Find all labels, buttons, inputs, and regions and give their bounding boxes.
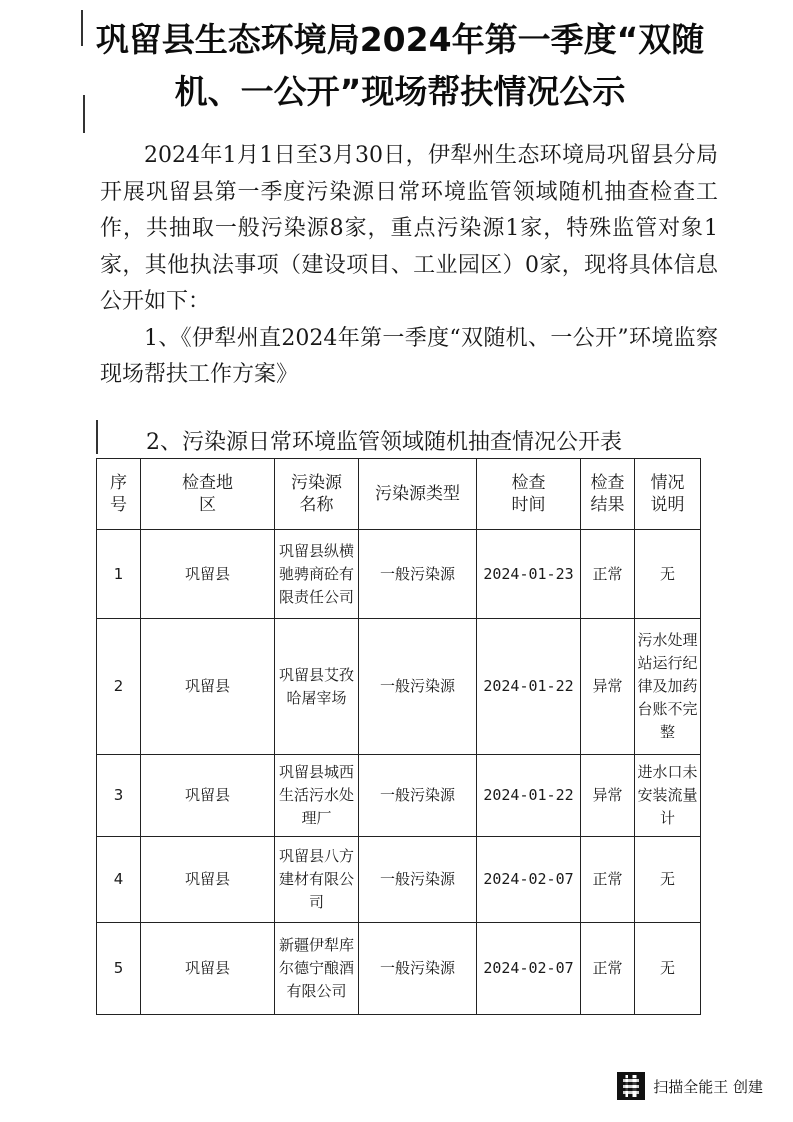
intro-paragraph: 2024年1月1日至3月30日，伊犁州生态环境局巩留县分局开展巩留县第一季度污染源日常环境监管领域随机抽查检查工作，共抽取一般污染源8家，重点污染源1家，特殊监管对象1家，其他执法事项（建设项目、工业园区）0家，现将具体信息公开如下： [100,143,718,314]
cell-name: 新疆伊犁库尔德宁酿酒有限公司 [275,923,359,1015]
cell-date: 2024-02-07 [477,923,581,1015]
cell-note: 无 [635,923,701,1015]
cell-name: 巩留县八方建材有限公司 [275,837,359,923]
cell-name: 巩留县纵横驰骋商砼有限责任公司 [275,530,359,619]
table-row [97,530,701,619]
cell-result: 异常 [581,619,635,755]
cell-area: 巩留县 [141,755,275,837]
margin-scan-mark-mid [83,95,85,133]
cell-note: 污水处理站运行纪律及加药台账不完整 [635,619,701,755]
cell-no: 5 [97,923,141,1015]
header-note: 情况说明 [635,459,701,530]
inspection-table [96,458,701,1015]
title-line-1: 巩留县生态环境局2024年第一季度“双随 [95,20,705,59]
cell-area: 巩留县 [141,923,275,1015]
attachment-item-1: 1、《伊犁州直2024年第一季度“双随机、一公开”环境监察现场帮扶工作方案》 [100,325,718,387]
cell-note: 无 [635,837,701,923]
cell-type: 一般污染源 [359,530,477,619]
cell-date: 2024-02-07 [477,837,581,923]
cell-area: 巩留县 [141,530,275,619]
table-row [97,837,701,923]
cell-note: 进水口未安装流量计 [635,755,701,837]
cell-name: 巩留县艾孜哈屠宰场 [275,619,359,755]
cell-date: 2024-01-23 [477,530,581,619]
title-line-2: 机、一公开”现场帮扶情况公示 [174,72,626,111]
cell-result: 异常 [581,755,635,837]
header-type: 污染源类型 [359,459,477,530]
table-row [97,755,701,837]
header-name: 污染源名称 [275,459,359,530]
table-row [97,619,701,755]
table-header-row [97,459,701,530]
cell-no: 3 [97,755,141,837]
header-area: 检查地区 [141,459,275,530]
cell-no: 2 [97,619,141,755]
cell-no: 1 [97,530,141,619]
table-row [97,923,701,1015]
cell-area: 巩留县 [141,619,275,755]
table-caption: 2、污染源日常环境监管领域随机抽查情况公开表 [146,430,622,455]
cell-type: 一般污染源 [359,619,477,755]
cell-date: 2024-01-22 [477,619,581,755]
header-date: 检查时间 [477,459,581,530]
margin-scan-mark-top [81,10,83,46]
cell-note: 无 [635,530,701,619]
scanner-label: 扫描全能王 创建 [653,1077,763,1096]
cell-type: 一般污染源 [359,755,477,837]
cell-no: 4 [97,837,141,923]
cell-type: 一般污染源 [359,923,477,1015]
cell-date: 2024-01-22 [477,755,581,837]
cell-type: 一般污染源 [359,837,477,923]
cell-area: 巩留县 [141,837,275,923]
qr-code-icon [617,1072,645,1100]
cell-result: 正常 [581,923,635,1015]
scanner-watermark [617,1072,763,1100]
header-result: 检查结果 [581,459,635,530]
body-text [100,138,718,394]
header-no: 序号 [97,459,141,530]
cell-name: 巩留县城西生活污水处理厂 [275,755,359,837]
document-title [60,14,740,118]
margin-scan-mark-caption [96,420,98,454]
cell-result: 正常 [581,837,635,923]
cell-result: 正常 [581,530,635,619]
